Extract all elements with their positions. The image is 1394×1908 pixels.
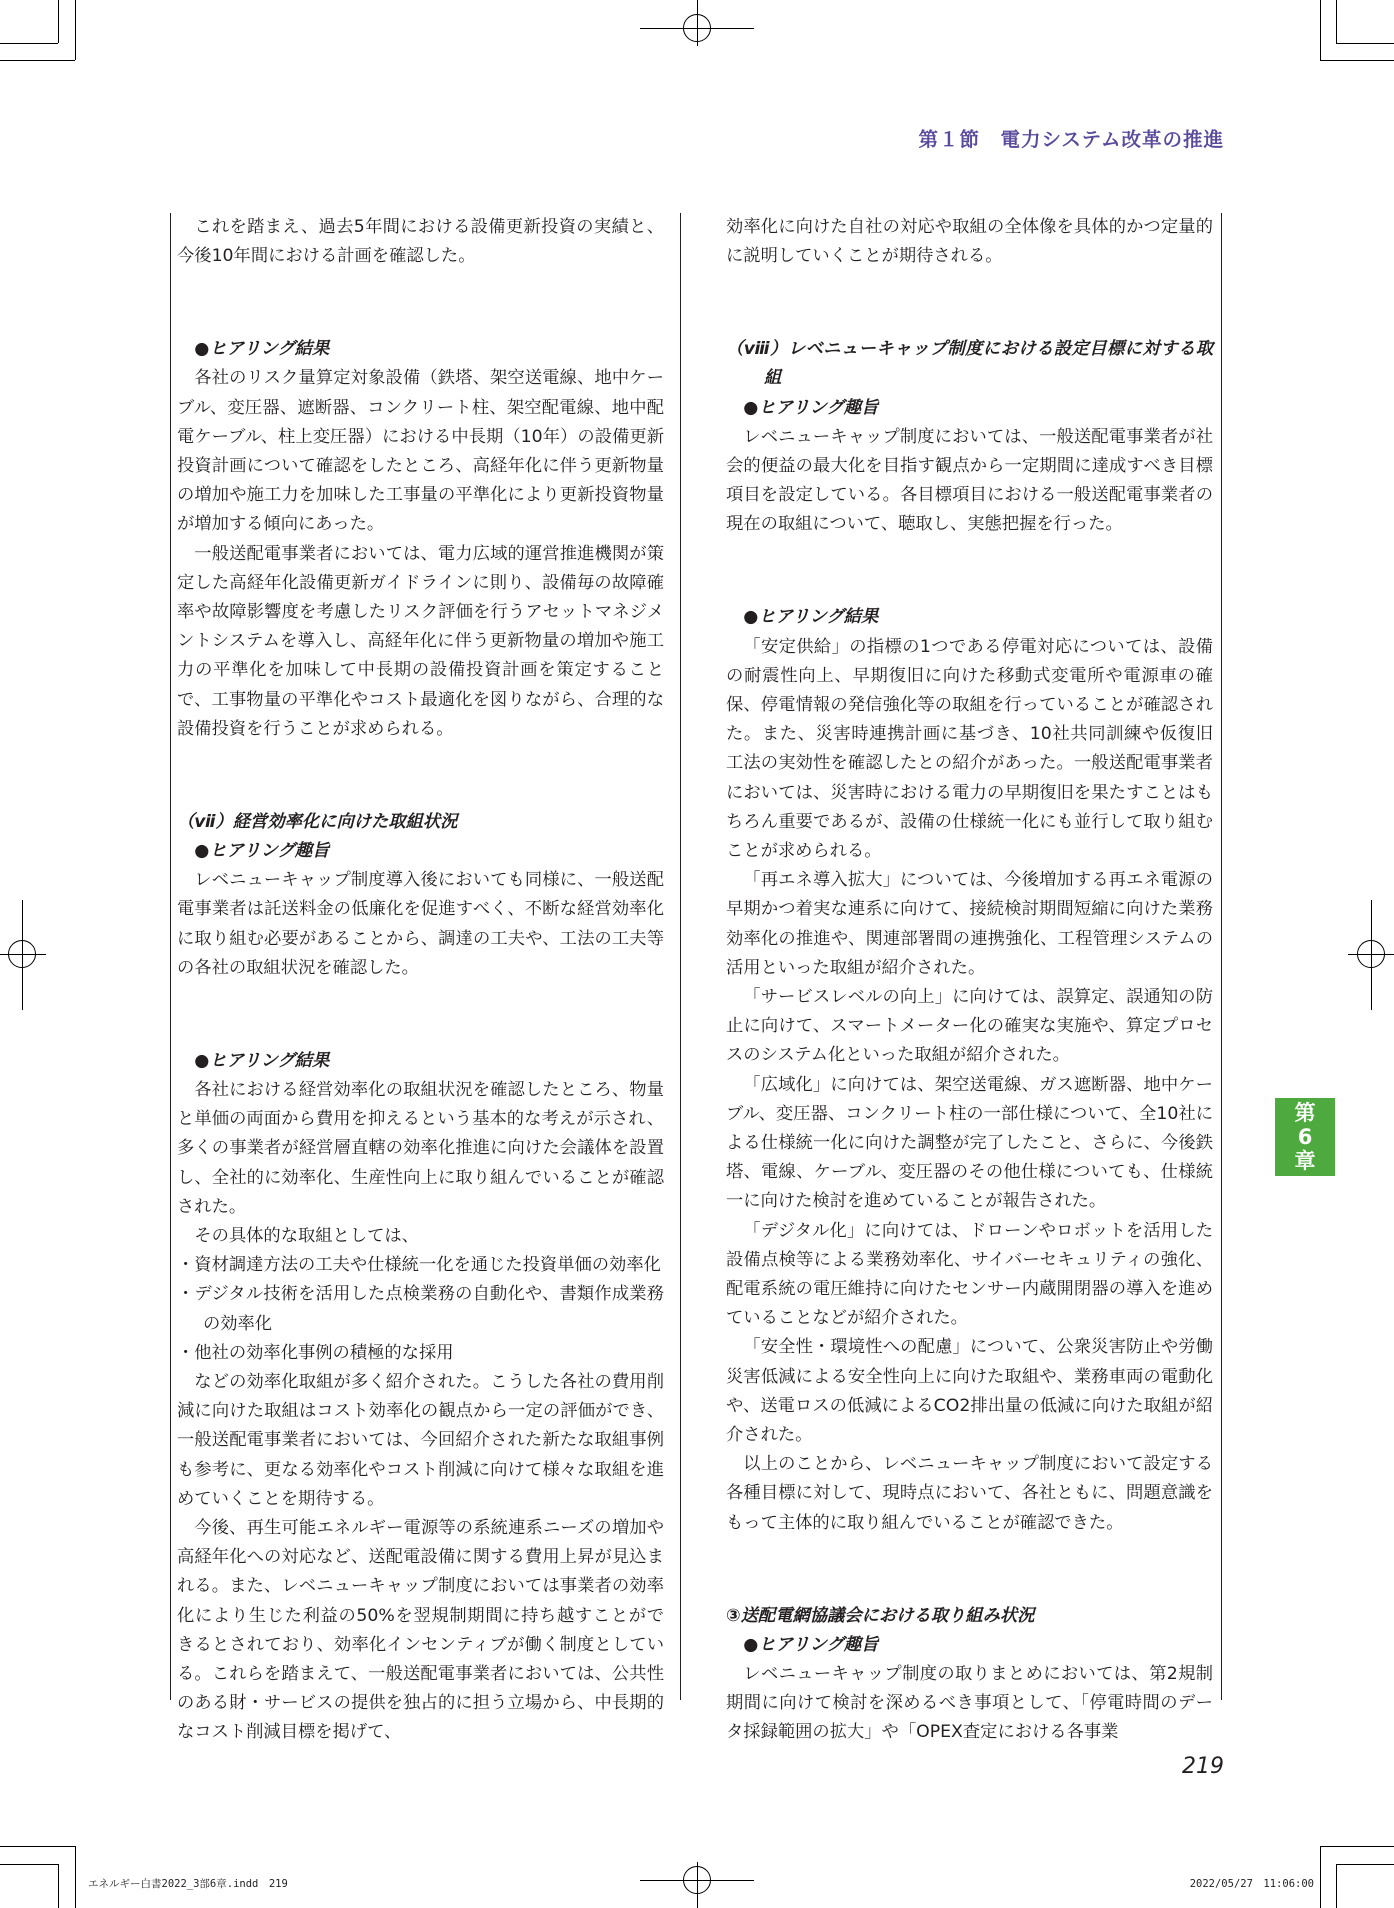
spacer (726, 289, 1213, 318)
paragraph: 効率化に向けた自社の対応や取組の全体像を具体的かつ定量的に説明していくことが期待される。 (726, 217, 1213, 267)
paragraph: 「デジタル化」に向けては、ドローンやロボットを活用した設備点検等による業務効率化、サイバーセキュリティの強化、配電系統の電圧維持に向けたセンサー内蔵開閉器の導入を進めていることなどが紹介された。 (726, 1220, 1213, 1329)
spacer (726, 1555, 1213, 1584)
subheading: ●ヒアリング趣旨 (743, 1634, 879, 1655)
left-column (177, 213, 664, 1748)
paragraph: 今後、再生可能エネルギー電源等の系統連系ニーズの増加や高経年化への対応など、送配電設備に関する費用上昇が見込まれる。また、レベニューキャップ制度においては事業者の効率化により生じた利益の50%を翌規制期間に持ち越すことができるとされており、効率化インセンティブが働く制度としている。これらを踏まえて、一般送配電事業者においては、公共性のある財・サービスの提供を独占的に担う立場から、中長期的なコスト削減目標を掲げて、 (177, 1518, 664, 1743)
column-rule-right (1221, 213, 1222, 1700)
paragraph: 「再エネ導入拡大」については、今後増加する再エネ電源の早期かつ着実な連系に向けて、接続検討期間短縮に向けた業務効率化の推進や、関連部署間の連携強化、工程管理システムの活用といった取組が紹介された。 (726, 870, 1213, 978)
subheading: ●ヒアリング結果 (194, 1050, 330, 1071)
paragraph: 「広域化」に向けては、架空送電線、ガス遮断器、地中ケーブル、変圧器、コンクリート柱の一部仕様について、全10社による仕様統一化に向けた調整が完了したこと、さらに、今後鉄塔、電線、ケーブル、変圧器のその他仕様についても、仕様統一に向けた検討を進めていることが報告された。 (726, 1074, 1213, 1212)
paragraph: 各社のリスク量算定対象設備（鉄塔、架空送電線、地中ケーブル、変圧器、遮断器、コンクリート柱、架空配電線、地中配電ケーブル、柱上変圧器）における中長期（10年）の設備更新投資計画について確認をしたところ、高経年化に伴う更新物量の増加や施工力を加味した工事量の平準化により更新投資物量が増加する傾向にあった。 (177, 368, 664, 535)
subheading: ●ヒアリング結果 (194, 339, 330, 360)
slug-file: エネルギー白書2022_3部6章.indd 219 (88, 1878, 288, 1890)
paragraph: 一般送配電事業者においては、電力広域的運営推進機関が策定した高経年化設備更新ガイドラインに則り、設備毎の故障確率や故障影響度を考慮したリスク評価を行うアセットマネジメントシステムを導入し、高経年化に伴う更新物量の増加や施工力の平準化を加味して中長期の設備投資計画を策定することで、工事物量の平準化やコスト最適化を図りながら、合理的な設備投資を行うことが求められる。 (177, 543, 664, 739)
subheading: ●ヒアリング結果 (743, 607, 879, 628)
paragraph: 「安定供給」の指標の1つである停電対応については、設備の耐震性向上、早期復旧に向けた移動式変電所や電源車の確保、停電情報の発信強化等の取組を行っていることが確認された。また、災害時連携計画に基づき、10社共同訓練や仮復旧工法の実効性を確認したとの紹介があった。一般送配電事業者においては、災害時における電力の早期復旧を果たすことはもちろん重要であるが、設備の仕様統一化にも並行して取り組むことが求められる。 (726, 636, 1213, 862)
paragraph: などの効率化取組が多く紹介された。こうした各社の費用削減に向けた取組はコスト効率化の観点から一定の評価ができ、一般送配電事業者においては、今回紹介された新たな取組事例も参考に、更なる効率化やコスト削減に向けて様々な取組を進めていくことを期待する。 (177, 1372, 664, 1509)
bullet-item: ・資材調達方法の工夫や仕様統一化を通じた投資単価の効率化 (177, 1255, 661, 1276)
bullet-item: ・他社の効率化事例の積極的な採用 (177, 1342, 454, 1363)
paragraph: レベニューキャップ制度の取りまとめにおいては、第2規制期間に向けて検討を深めるべき事項として、「停電時間のデータ採録範囲の拡大」や「OPEX査定における各事業 (726, 1664, 1213, 1743)
spacer (177, 1000, 664, 1029)
bullet-item: ・デジタル技術を活用した点検業務の自動化や、書類作成業務の効率化 (177, 1284, 664, 1334)
slug-timestamp: 2022/05/27 11:06:00 (1189, 1878, 1314, 1890)
chapter-tab-label: 第6章 (1294, 1101, 1316, 1173)
right-column (726, 213, 1213, 1748)
paragraph: レベニューキャップ制度においては、一般送配電事業者が社会的便益の最大化を目指す観点から一定期間に達成すべき目標項目を設定している。各目標項目における一般送配電事業者の現在の取組について、聴取し、実態把握を行った。 (726, 426, 1213, 535)
section-heading: （ⅷ）レベニューキャップ制度における設定目標に対する取組 (726, 339, 1213, 389)
chapter-tab (1275, 1098, 1335, 1176)
paragraph: レベニューキャップ制度導入後においても同様に、一般送配電事業者は託送料金の低廉化を促進すべく、不断な経営効率化に取り組む必要があることから、調達の工夫や、工法の工夫等の各社の取組状況を確認した。 (177, 870, 664, 978)
spacer (177, 761, 664, 790)
paragraph: これを踏まえ、過去5年間における設備更新投資の実績と、今後10年間における計画を確認した。 (177, 217, 664, 267)
page-number: 219 (1182, 1754, 1224, 1779)
spacer (726, 557, 1213, 586)
spacer (177, 289, 664, 318)
subheading: ●ヒアリング趣旨 (743, 397, 879, 418)
subheading: ●ヒアリング趣旨 (194, 841, 330, 862)
section-header: 第１節 電力システム改革の推進 (918, 128, 1224, 151)
paragraph: 以上のことから、レベニューキャップ制度において設定する各種目標に対して、現時点において、各社ともに、問題意識をもって主体的に取り組んでいることが確認できた。 (726, 1454, 1213, 1533)
section-heading: （ⅶ）経営効率化に向けた取組状況 (177, 811, 458, 832)
paragraph: 「サービスレベルの向上」に向けては、誤算定、誤通知の防止に向けて、スマートメーター化の確実な実施や、算定プロセスのシステム化といった取組が紹介された。 (726, 987, 1213, 1066)
section-heading: ③送配電網協議会における取り組み状況 (726, 1605, 1035, 1626)
paragraph: 各社における経営効率化の取組状況を確認したところ、物量と単価の両面から費用を抑えるという基本的な考えが示され、多くの事業者が経営層直轄の効率化推進に向けた会議体を設置し、全社的に効率化、生産性向上に取り組んでいることが確認された。 (177, 1080, 664, 1217)
column-rule-left (170, 213, 171, 1700)
paragraph: その具体的な取組としては、 (194, 1226, 419, 1247)
column-rule-center (680, 213, 681, 1700)
paragraph: 「安全性・環境性への配慮」について、公衆災害防止や労働災害低減による安全性向上に向けた取組や、業務車両の電動化や、送電ロスの低減によるCO2排出量の低減に向けた取組が紹介された。 (726, 1337, 1213, 1446)
